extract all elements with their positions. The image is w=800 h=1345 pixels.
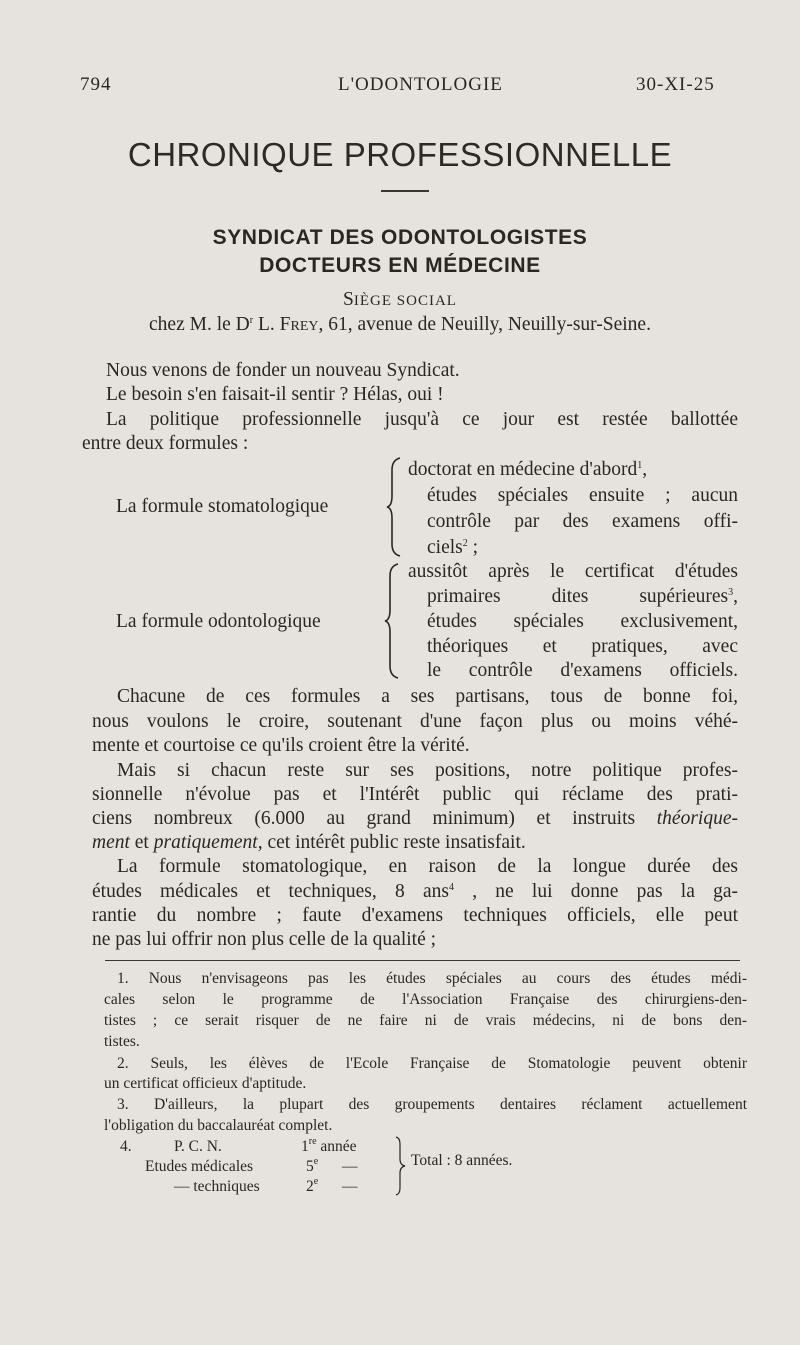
footnote-1-line: tistes. xyxy=(104,1033,140,1050)
chronicle-title: CHRONIQUE PROFESSIONNELLE xyxy=(127,136,673,173)
fn4-row1-label: P. C. N. xyxy=(174,1138,222,1155)
stomato-line: doctorat en médecine d'abord$^1$, xyxy=(408,459,648,480)
paragraph-line: La formule stomatologique, en raison de la longue durée des xyxy=(117,856,738,877)
siege-social-label: SIÈGE SOCIAL xyxy=(343,289,457,310)
footnote-4-number: 4. xyxy=(120,1138,132,1155)
footnote-rule xyxy=(105,960,740,961)
journal-title: L'ODONTOLOGIE xyxy=(338,74,503,95)
odonto-line: études spéciales exclusivement, xyxy=(427,611,738,632)
fn4-row3-label: — techniques xyxy=(174,1178,260,1195)
footnote-3-line: l'obligation du baccalauréat complet. xyxy=(104,1117,333,1134)
intro-line: Nous venons de fonder un nouveau Syndicat. xyxy=(106,360,460,381)
title-rule xyxy=(381,190,429,192)
stomato-line: études spéciales ensuite ; aucun xyxy=(427,485,738,506)
stomato-line: contrôle par des examens offi- xyxy=(427,511,738,532)
stomato-line: ciels$^2$ ; xyxy=(427,537,479,558)
odonto-line: le contrôle d'examens officiels. xyxy=(427,660,738,681)
fn4-brace xyxy=(394,1135,406,1197)
paragraph-line: Mais si chacun reste sur ses positions, notre politique profes- xyxy=(117,760,738,781)
paragraph-line: ment et pratiquement, cet intérêt public reste insatisfait. xyxy=(92,832,526,853)
fn4-row2-year: 5e xyxy=(306,1156,319,1175)
odonto-label: La formule odontologique xyxy=(116,611,321,632)
fn4-row3-year: 2e xyxy=(306,1176,319,1195)
footnote-2-line: un certificat officieux d'aptitude. xyxy=(104,1075,307,1092)
fn4-row1-year: 1re année xyxy=(301,1136,357,1155)
paragraph-line: Chacune de ces formules a ses partisans, tous de bonne foi, xyxy=(117,686,738,707)
paragraph-line: rantie du nombre ; faute d'examens techniques officiels, elle peut xyxy=(92,905,738,926)
fn4-total: Total : 8 années. xyxy=(411,1152,513,1169)
odonto-line: aussitôt après le certificat d'études xyxy=(408,561,738,582)
paragraph-line: nous voulons le croire, soutenant d'une façon plus ou moins véhé- xyxy=(92,711,738,732)
stomato-label: La formule stomatologique xyxy=(116,496,329,517)
paragraph-line: mente et courtoise ce qu'ils croient être la vérité. xyxy=(92,735,470,756)
page-number: 794 xyxy=(80,74,112,95)
issue-date: 30-XI-25 xyxy=(636,74,715,95)
footnote-1-line: cales selon le programme de l'Association Française des chirurgiens-den- xyxy=(104,991,747,1008)
fn4-row2-dash: — xyxy=(342,1158,358,1175)
footnote-1-line: 1. Nous n'envisageons pas les études spéciales au cours des études médi- xyxy=(117,970,747,987)
siege-address: chez M. le $D^r$ L. Frey, 61, avenue de Neuilly, Neuilly-sur-Seine. xyxy=(149,314,651,335)
footnote-1-line: tistes ; ce serait risquer de ne faire ni de vrais médecins, ni de bons den- xyxy=(104,1012,747,1029)
syndicat-heading-line2: DOCTEURS EN MÉDECINE xyxy=(259,254,541,277)
fn4-row3-dash: — xyxy=(342,1178,358,1195)
fn4-row2-label: Etudes médicales xyxy=(145,1158,254,1175)
intro-line: La politique professionnelle jusqu'à ce jour est restée ballottée xyxy=(106,409,738,430)
paragraph-line: sionnelle n'évolue pas et l'Intérêt public qui réclame des prati- xyxy=(92,784,738,805)
paragraph-line: ciens nombreux (6.000 au grand minimum) et instruits théorique- xyxy=(92,808,738,829)
intro-line: Le besoin s'en faisait-il sentir ? Hélas, oui ! xyxy=(106,384,444,405)
odonto-line: primaires dites supérieures$^3$, xyxy=(427,586,738,607)
syndicat-heading-line1: SYNDICAT DES ODONTOLOGISTES xyxy=(212,226,588,249)
paragraph-line: ne pas lui offrir non plus celle de la qualité ; xyxy=(92,929,437,950)
odonto-line: théoriques et pratiques, avec xyxy=(427,636,738,657)
odonto-brace xyxy=(384,562,400,680)
intro-line: entre deux formules : xyxy=(82,433,249,454)
stomato-brace xyxy=(386,456,402,558)
paragraph-line: études médicales et techniques, 8 ans$^4$ , ne lui donne pas la ga- xyxy=(92,881,738,902)
footnote-3-line: 3. D'ailleurs, la plupart des groupements dentaires réclament actuellement xyxy=(117,1096,747,1113)
footnote-2-line: 2. Seuls, les élèves de l'Ecole Française de Stomatologie peuvent obtenir xyxy=(117,1055,747,1072)
